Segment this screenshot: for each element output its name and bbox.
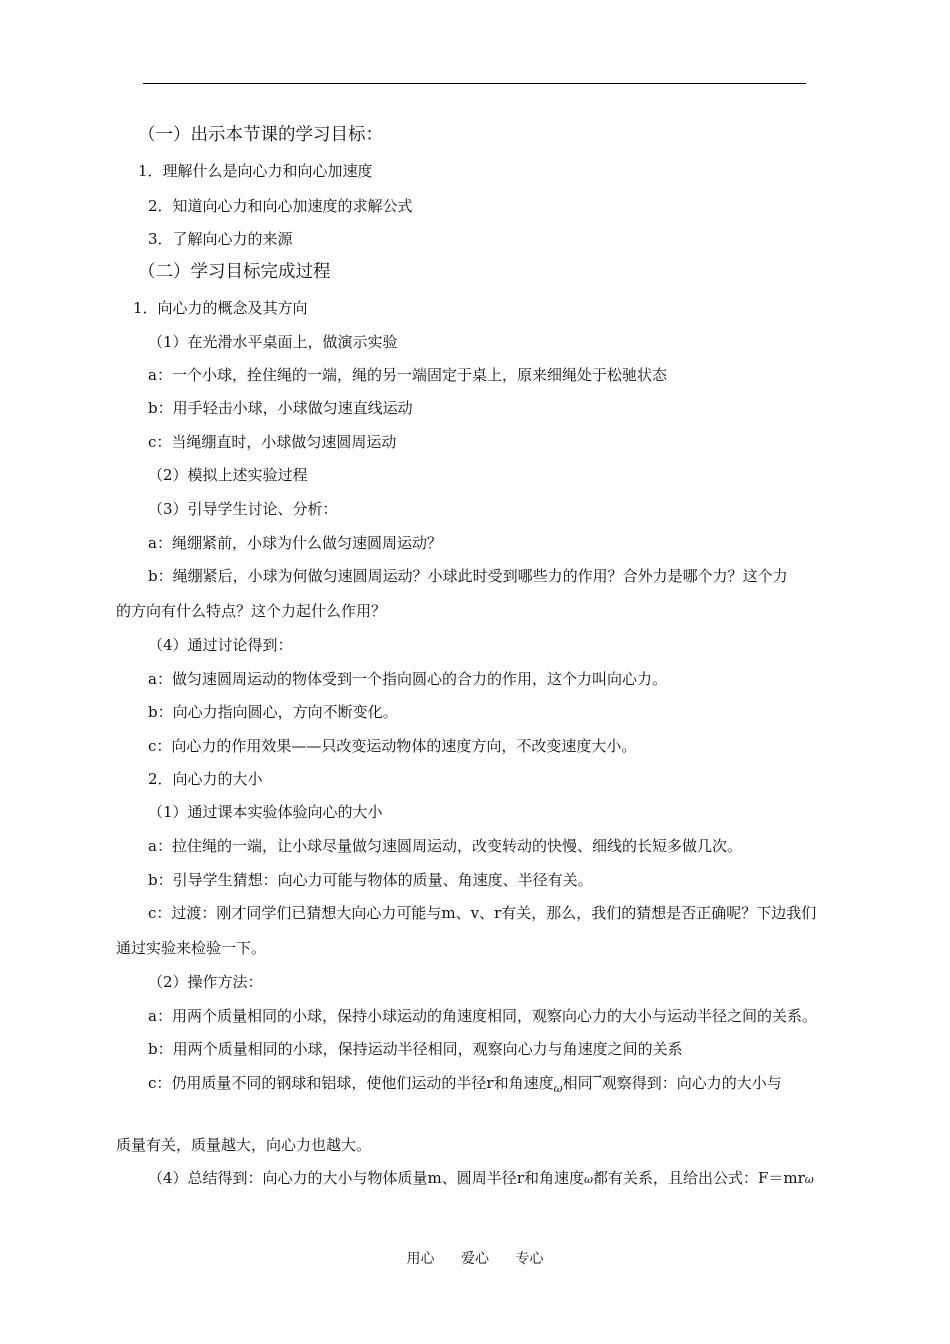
s1-step-4b: b：向心力指向圆心，方向不断变化。 bbox=[148, 703, 398, 721]
omega-symbol: ω bbox=[804, 1173, 814, 1186]
s2-step-2c-line1 bbox=[148, 1072, 782, 1096]
s1-step-4a: a：做匀速圆周运动的物体受到一个指向圆心的合力的作用，这个力叫向心力。 bbox=[148, 670, 667, 688]
section-1-title: 1．向心力的概念及其方向 bbox=[133, 299, 308, 317]
s1-step-1c: c：当绳绷直时，小球做匀速圆周运动 bbox=[148, 433, 397, 451]
s1-step-3: （3）引导学生讨论、分析： bbox=[148, 500, 338, 518]
s1-step-4c: c：向心力的作用效果——只改变运动物体的速度方向，不改变速度大小。 bbox=[148, 737, 637, 755]
s2-step-2c-text-c: 观察得到：向心力的大小与 bbox=[601, 1074, 782, 1092]
s1-step-3b-line1: b：绳绷紧后，小球为何做匀速圆周运动？小球此时受到哪些力的作用？合外力是哪个力？这个力 bbox=[148, 567, 788, 585]
header-rule bbox=[143, 83, 806, 84]
omega-symbol: ω bbox=[583, 1173, 593, 1186]
s2-step-2c-line2: 质量有关，质量越大，向心力也越大。 bbox=[116, 1136, 372, 1154]
s2-step-2c-text-a: c：仍用质量不同的钢球和铝球，使他们运动的半径r和角速度 bbox=[148, 1074, 554, 1092]
s2-step-2: （2）操作方法： bbox=[148, 973, 263, 991]
s2-step-2c-text-b: 相同 bbox=[562, 1074, 593, 1092]
goal-2: 2．知道向心力和向心加速度的求解公式 bbox=[148, 197, 413, 215]
omega-symbol: ω bbox=[553, 1082, 563, 1095]
s2-step-1c-line2: 通过实验来检验一下。 bbox=[116, 939, 267, 957]
section-2-title: 2．向心力的大小 bbox=[148, 770, 263, 788]
page-footer: 用心 爱心 专心 bbox=[406, 1251, 544, 1267]
s1-step-4: （4）通过讨论得到： bbox=[148, 636, 293, 654]
s2-step-2a: a：用两个质量相同的小球，保持小球运动的角速度相同，观察向心力的大小与运动半径之间的关系。 bbox=[148, 1007, 817, 1025]
s2-step-1a: a：拉住绳的一端，让小球尽量做匀速圆周运动，改变转动的快慢、细线的长短多做几次。 bbox=[148, 837, 742, 855]
s2-step-1b: b：引导学生猜想：向心力可能与物体的质量、角速度、半径有关。 bbox=[148, 871, 593, 889]
s2-step-4 bbox=[148, 1167, 814, 1191]
goal-3: 3．了解向心力的来源 bbox=[148, 230, 293, 248]
heading-objectives: （一）出示本节课的学习目标： bbox=[138, 125, 383, 145]
arrow-symbol: → bbox=[592, 1070, 602, 1083]
s2-step-4-text-b: 都有关系，且给出公式：F＝mr bbox=[592, 1169, 805, 1187]
s2-step-2b: b：用两个质量相同的小球，保持运动半径相同，观察向心力与角速度之间的关系 bbox=[148, 1040, 683, 1058]
s1-step-3b-line2: 的方向有什么特点？这个力起什么作用？ bbox=[116, 602, 387, 620]
heading-process: （二）学习目标完成过程 bbox=[138, 262, 331, 282]
s1-step-3a: a：绳绷紧前，小球为什么做匀速圆周运动？ bbox=[148, 534, 442, 552]
s1-step-1b: b：用手轻击小球，小球做匀速直线运动 bbox=[148, 399, 413, 417]
goal-1: 1．理解什么是向心力和向心加速度 bbox=[138, 162, 373, 180]
s1-step-2: （2）模拟上述实验过程 bbox=[148, 466, 308, 484]
s2-step-4-text-a: （4）总结得到：向心力的大小与物体质量m、圆周半径r和角速度 bbox=[148, 1169, 584, 1187]
s1-step-1: （1）在光滑水平桌面上，做演示实验 bbox=[148, 333, 398, 351]
s2-step-1c-line1: c：过渡：刚才同学们已猜想大向心力可能与m、v、r有关，那么，我们的猜想是否正确呢？下边我们 bbox=[148, 904, 817, 922]
s2-step-1: （1）通过课本实验体验向心的大小 bbox=[148, 803, 383, 821]
s1-step-1a: a：一个小球，拴住绳的一端，绳的另一端固定于桌上，原来细绳处于松驰状态 bbox=[148, 366, 667, 384]
